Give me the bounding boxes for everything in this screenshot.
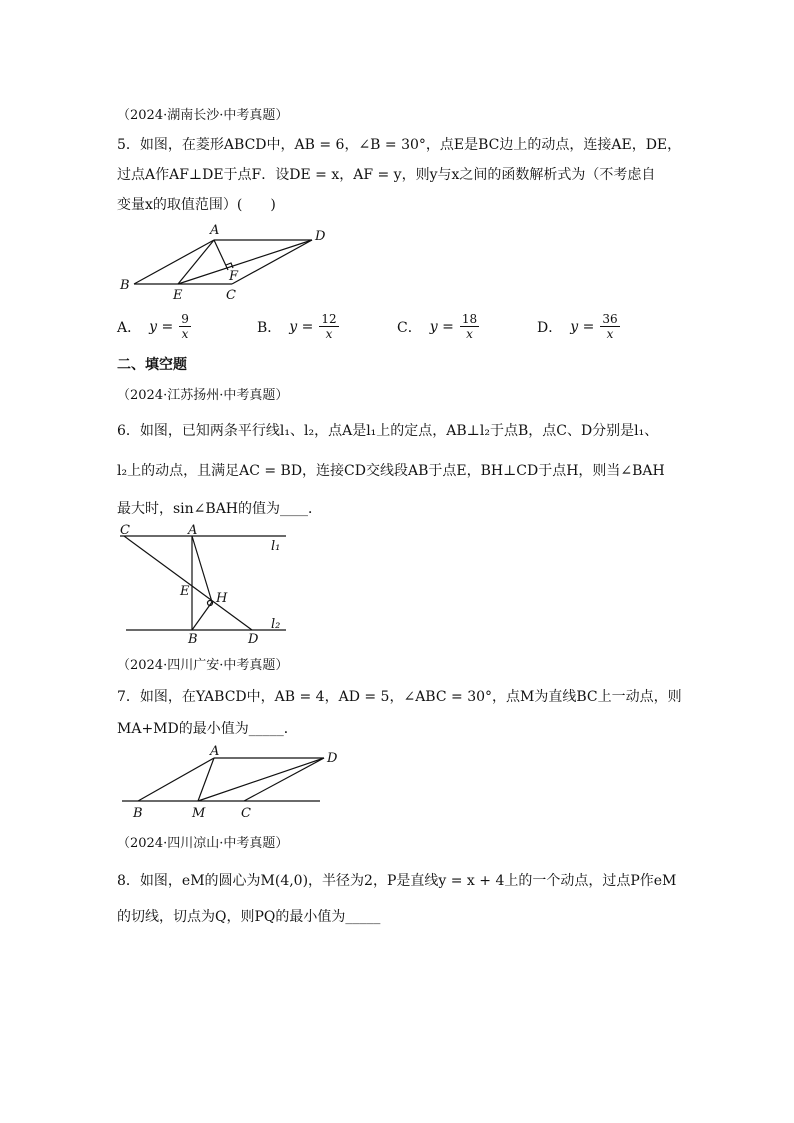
- q7-label-m: M: [192, 806, 206, 821]
- q5-option-a[interactable]: [117, 312, 191, 341]
- q6-label-a: A: [188, 523, 198, 538]
- option-b-fraction: [319, 312, 338, 341]
- section-title: 二、填空题: [117, 357, 187, 373]
- q5-rhombus-figure: [110, 218, 350, 306]
- option-c-denominator: x: [466, 327, 473, 341]
- q5-label-d: D: [315, 229, 326, 244]
- q6-label-l1: l₁: [271, 539, 281, 554]
- q8-source: （2024·四川凉山·中考真题）: [117, 836, 289, 851]
- option-d-fraction: [600, 312, 619, 341]
- q6-label-b: B: [188, 632, 198, 647]
- option-c-fraction: [460, 312, 479, 341]
- q5-line2: 过点A作AF⊥DE于点F．设DE = x，AF = y，则y与x之间的函数解析式为（不考虑自: [117, 167, 656, 183]
- q5-source: （2024·湖南长沙·中考真题）: [117, 108, 289, 123]
- q6-source: （2024·江苏扬州·中考真题）: [117, 388, 289, 403]
- q5-option-b[interactable]: [257, 312, 339, 341]
- option-c-lhs: y =: [429, 318, 454, 335]
- q7-segment-cd: [244, 758, 324, 801]
- option-b-numerator: 12: [321, 312, 337, 326]
- option-a-denominator: x: [181, 327, 189, 341]
- q5-option-d[interactable]: [537, 312, 620, 341]
- option-c-numerator: 18: [461, 312, 478, 326]
- q6-segment-bh: [192, 602, 212, 630]
- q5-segment-ae: [178, 240, 214, 284]
- option-d-numerator: 36: [602, 312, 618, 326]
- q5-label-a: A: [210, 223, 220, 238]
- option-c-label: C．: [397, 319, 422, 336]
- q5-label-c: C: [226, 288, 236, 303]
- option-a-numerator: 9: [181, 312, 189, 326]
- q7-line1: 7．如图，在YABCD中，AB = 4，AD = 5，∠ABC = 30°，点M为直线BC上一动点，则: [117, 689, 682, 705]
- q5-line1: 5．如图，在菱形ABCD中，AB = 6，∠B = 30°，点E是BC边上的动点，连接AE，DE，: [117, 137, 682, 153]
- option-a-label: A．: [117, 319, 142, 336]
- q6-label-l2: l₂: [271, 617, 281, 632]
- option-b-lhs: y =: [289, 318, 314, 335]
- q5-option-c[interactable]: [397, 312, 479, 341]
- q7-segment-ab: [138, 758, 214, 801]
- q6-label-h: H: [216, 591, 228, 606]
- q7-label-b: B: [133, 806, 143, 821]
- q6-segment-ah: [192, 536, 212, 602]
- q6-parallel-lines-figure: [110, 522, 300, 647]
- q5-label-f: F: [229, 269, 239, 284]
- option-a-lhs: y =: [149, 318, 174, 335]
- q6-line2: l₂上的动点，且满足AC = BD，连接CD交线段AB于点E，BH⊥CD于点H，则当∠BAH: [117, 463, 665, 479]
- q5-segment-ab: [134, 240, 214, 284]
- option-b-label: B．: [257, 319, 282, 336]
- q6-segment-cd: [124, 536, 252, 630]
- q6-label-d: D: [248, 632, 259, 647]
- q8-line2: 的切线，切点为Q，则PQ的最小值为_____: [117, 909, 381, 925]
- q7-label-c: C: [241, 806, 251, 821]
- option-d-lhs: y =: [570, 318, 595, 335]
- q8-line1: 8．如图，eM的圆心为M(4,0)，半径为2，P是直线y = x + 4上的一个动点，过点P作eM: [117, 873, 677, 889]
- q7-segment-am: [198, 758, 214, 801]
- q7-line2: MA+MD的最小值为_____．: [117, 721, 298, 737]
- option-a-fraction: [179, 312, 191, 341]
- option-d-label: D．: [537, 319, 563, 336]
- q6-line3: 最大时，sin∠BAH的值为____．: [117, 501, 323, 517]
- q5-segment-af: [214, 240, 228, 270]
- q5-label-e: E: [173, 288, 183, 303]
- q7-label-d: D: [327, 751, 338, 766]
- q6-line1: 6．如图，已知两条平行线l₁、l₂，点A是l₁上的定点，AB⊥l₂于点B，点C、D分别是l₁、: [117, 423, 659, 439]
- q5-label-b: B: [120, 278, 130, 293]
- q5-line3: 变量x的取值范围）( ): [117, 197, 276, 213]
- q7-parallelogram-figure: [110, 740, 350, 822]
- q6-label-e: E: [180, 584, 190, 599]
- q7-segment-md: [198, 758, 324, 801]
- q7-source: （2024·四川广安·中考真题）: [117, 658, 289, 673]
- option-b-denominator: x: [325, 327, 333, 341]
- option-d-denominator: x: [606, 327, 614, 341]
- q7-label-a: A: [210, 744, 220, 759]
- q6-label-c: C: [120, 523, 130, 538]
